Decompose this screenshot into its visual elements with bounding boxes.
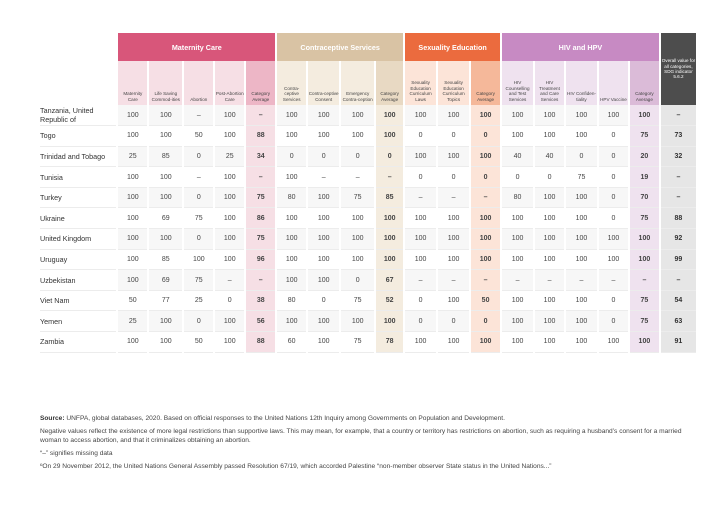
subheader-maternity-average: Category Average [245,61,276,105]
value-cell: 100 [276,105,307,126]
value-cell: 85 [148,146,183,167]
category-average-cell: 34 [245,146,276,167]
value-cell: 0 [183,229,214,250]
category-average-cell: – [629,270,660,291]
value-cell: 100 [276,208,307,229]
subheader-post-abortion-care: Post-Abortion Care [214,61,245,105]
category-average-cell: 100 [375,229,404,250]
value-cell: 100 [214,332,245,353]
value-cell: 0 [598,290,629,311]
value-cell: – [404,187,437,208]
value-cell: – [437,187,470,208]
value-cell: 85 [148,249,183,270]
value-cell: 0 [307,146,340,167]
value-cell: 100 [404,332,437,353]
value-cell: 0 [501,167,534,188]
value-cell: 100 [148,187,183,208]
table-row [40,249,696,270]
value-cell: – [404,270,437,291]
subheader-hiv-counselling: HIV Counselling and Test Services [501,61,534,105]
contraceptive-services-header: Contraceptive Services [276,33,404,61]
value-cell: 100 [565,229,598,250]
value-cell: 50 [183,126,214,147]
value-cell: 0 [598,208,629,229]
value-cell: 0 [598,167,629,188]
value-cell: – [183,167,214,188]
value-cell: 0 [598,146,629,167]
value-cell: 80 [501,187,534,208]
value-cell: 0 [340,146,375,167]
value-cell: 100 [565,126,598,147]
value-cell: 100 [598,105,629,126]
value-cell: 100 [117,126,148,147]
value-cell: 0 [404,311,437,332]
category-average-cell: 38 [245,290,276,311]
value-cell: 100 [501,229,534,250]
value-cell: 25 [117,311,148,332]
subheader-hiv-treatment: HIV Treatment and Care Services [534,61,565,105]
value-cell: 100 [340,229,375,250]
country-name: Turkey [40,187,117,208]
overall-value-cell: – [660,105,696,126]
value-cell: 25 [117,146,148,167]
table-row [40,229,696,250]
value-cell: 100 [148,126,183,147]
table-row [40,332,696,353]
value-cell: 100 [214,208,245,229]
value-cell: 69 [148,270,183,291]
value-cell: 25 [214,146,245,167]
overall-value-cell: 73 [660,126,696,147]
subheader-curriculum-laws: Sexuality Education Curriculum Laws [404,61,437,105]
value-cell: 100 [534,126,565,147]
overall-value-cell: 54 [660,290,696,311]
value-cell: 100 [565,311,598,332]
value-cell: 0 [565,146,598,167]
country-name: United Kingdom [40,229,117,250]
category-average-cell: 100 [375,208,404,229]
country-name: Uruguay [40,249,117,270]
value-cell: 100 [404,105,437,126]
value-cell: 100 [340,311,375,332]
value-cell: 100 [214,105,245,126]
value-cell: 100 [534,290,565,311]
category-average-cell: 75 [629,126,660,147]
category-average-cell: 100 [629,105,660,126]
value-cell: 100 [501,290,534,311]
value-cell: 100 [276,126,307,147]
value-cell: 100 [307,270,340,291]
category-average-cell: 78 [375,332,404,353]
value-cell: – [183,105,214,126]
country-name: Viet Nam [40,290,117,311]
table-row [40,105,696,126]
sdg-indicator-table [40,33,696,353]
value-cell: 100 [276,311,307,332]
value-cell: 80 [276,290,307,311]
value-cell: 100 [148,167,183,188]
subheader-hiv-confidentiality: HIV Confiden-tiality [565,61,598,105]
value-cell: 100 [340,249,375,270]
value-cell: 0 [404,290,437,311]
category-average-cell: 20 [629,146,660,167]
table-row [40,270,696,291]
value-cell: 100 [565,249,598,270]
table-body [40,105,696,352]
value-cell: 75 [183,270,214,291]
value-cell: 0 [404,126,437,147]
value-cell: 100 [501,208,534,229]
value-cell: – [598,270,629,291]
value-cell: 100 [307,332,340,353]
value-cell: 0 [437,167,470,188]
value-cell: – [214,270,245,291]
value-cell: 100 [565,187,598,208]
category-average-cell: 100 [375,249,404,270]
value-cell: 100 [534,311,565,332]
value-cell: 100 [565,105,598,126]
overall-value-cell: 92 [660,229,696,250]
subheader-sexuality-average: Category Average [470,61,501,105]
table-row [40,167,696,188]
country-name: Yemen [40,311,117,332]
value-cell: 100 [437,208,470,229]
subheader-row [40,61,696,105]
category-average-cell: – [375,167,404,188]
value-cell: 100 [117,167,148,188]
category-average-cell: 100 [375,311,404,332]
value-cell: 100 [340,126,375,147]
country-name: Tanzania, United Republic of [40,105,117,126]
source-note [40,414,700,423]
value-cell: 100 [534,229,565,250]
source-text: UNFPA, global databases, 2020. Based on official responses to the United Nations 12th Inquiry among Governments on Population and Development. [66,415,505,422]
value-cell: 0 [598,311,629,332]
value-cell: 100 [598,249,629,270]
table-row [40,208,696,229]
category-average-cell: 100 [375,105,404,126]
category-average-cell: 56 [245,311,276,332]
value-cell: – [565,270,598,291]
value-cell: – [307,167,340,188]
value-cell: 100 [307,105,340,126]
category-average-cell: 70 [629,187,660,208]
value-cell: 75 [340,187,375,208]
country-name: Ukraine [40,208,117,229]
subheader-life-saving-commodities: Life Saving Commod-ities [148,61,183,105]
value-cell: 75 [340,332,375,353]
maternity-care-header: Maternity Care [117,33,276,61]
value-cell: 100 [404,146,437,167]
value-cell: 100 [598,229,629,250]
value-cell: 100 [501,311,534,332]
overall-value-cell: – [660,167,696,188]
value-cell: 100 [404,229,437,250]
value-cell: 100 [148,229,183,250]
value-cell: 100 [214,249,245,270]
value-cell: 100 [117,105,148,126]
header-spacer [40,61,117,105]
category-average-cell: 100 [470,208,501,229]
value-cell: 0 [183,146,214,167]
value-cell: 100 [276,270,307,291]
country-name: Uzbekistan [40,270,117,291]
category-average-cell: 100 [629,332,660,353]
sexuality-education-header: Sexuality Education [404,33,501,61]
value-cell: 75 [565,167,598,188]
value-cell: 50 [183,332,214,353]
overall-value-cell: 32 [660,146,696,167]
subheader-contraceptive-average: Category Average [375,61,404,105]
subheader-hpv-vaccine: HPV Vaccine [598,61,629,105]
category-average-cell: 75 [245,229,276,250]
value-cell: 100 [117,249,148,270]
value-cell: – [534,270,565,291]
category-average-cell: 96 [245,249,276,270]
category-average-cell: 19 [629,167,660,188]
value-cell: 60 [276,332,307,353]
value-cell: – [437,270,470,291]
hiv-hpv-header: HIV and HPV [501,33,660,61]
overall-value-cell: – [660,270,696,291]
value-cell: 40 [534,146,565,167]
category-average-cell: 100 [470,229,501,250]
country-name: Trinidad and Tobago [40,146,117,167]
value-cell: 100 [501,332,534,353]
overall-value-header: Overall value for all categories, SDG indicator 5.6.2 [660,33,696,105]
overall-value-cell: 63 [660,311,696,332]
value-cell: 100 [340,208,375,229]
overall-value-cell: 99 [660,249,696,270]
value-cell: – [501,270,534,291]
value-cell: 100 [565,208,598,229]
value-cell: 100 [534,208,565,229]
value-cell: 100 [307,249,340,270]
table-row [40,126,696,147]
category-average-cell: 52 [375,290,404,311]
category-average-cell: 86 [245,208,276,229]
value-cell: 0 [598,126,629,147]
category-average-cell: – [245,105,276,126]
value-cell: 0 [183,311,214,332]
value-cell: 100 [437,146,470,167]
category-average-cell: – [245,167,276,188]
value-cell: 100 [437,229,470,250]
value-cell: 100 [437,290,470,311]
value-cell: 100 [307,311,340,332]
source-label: Source: [40,415,65,422]
category-average-cell: 100 [629,229,660,250]
group-header-row [40,33,696,61]
value-cell: 0 [598,187,629,208]
subheader-maternity-care: Maternity Care [117,61,148,105]
category-average-cell: 100 [470,332,501,353]
subheader-contraceptive-services: Contra-ceptive Services [276,61,307,105]
table-row [40,146,696,167]
subheader-curriculum-topics: Sexuality Education Curriculum Topics [437,61,470,105]
category-average-cell: 100 [375,126,404,147]
value-cell: 100 [404,249,437,270]
value-cell: 100 [148,332,183,353]
value-cell: 100 [307,126,340,147]
value-cell: 80 [276,187,307,208]
value-cell: 100 [307,229,340,250]
value-cell: 100 [276,229,307,250]
value-cell: 100 [307,187,340,208]
value-cell: 0 [276,146,307,167]
category-average-cell: 100 [470,105,501,126]
category-average-cell: 50 [470,290,501,311]
value-cell: 100 [340,105,375,126]
category-average-cell: 67 [375,270,404,291]
value-cell: 100 [214,311,245,332]
table-row [40,311,696,332]
value-cell: 100 [214,126,245,147]
value-cell: 100 [148,311,183,332]
value-cell: 100 [565,290,598,311]
value-cell: 100 [148,105,183,126]
palestine-footnote: ºOn 29 November 2012, the United Nations General Assembly passed Resolution 67/19, which accorded Palestine “non-member observer State status in the United Nations...” [40,463,552,471]
value-cell: 75 [340,290,375,311]
subheader-emergency-contraception: Emergency Contra-ception [340,61,375,105]
value-cell: 0 [307,290,340,311]
negative-values-note: Negative values reflect the existence of more legal restrictions than supportive laws. This may mean, for example, that a country or territory has restrictions on abortion, such as requiring a husband’s consent for a married woman to access abortion, and that it criminalizes obtaining an abortion. [40,428,682,445]
overall-value-cell: – [660,187,696,208]
value-cell: 50 [117,290,148,311]
category-average-cell: 75 [629,208,660,229]
value-cell: 0 [404,167,437,188]
missing-data-note: “–” signifies missing data [40,450,113,458]
value-cell: 100 [437,249,470,270]
value-cell: 100 [117,270,148,291]
value-cell: 100 [534,332,565,353]
value-cell: 100 [117,229,148,250]
category-average-cell: 100 [629,249,660,270]
value-cell: 100 [437,105,470,126]
header-spacer [40,33,117,61]
value-cell: 100 [534,187,565,208]
value-cell: 100 [404,208,437,229]
category-average-cell: 0 [470,167,501,188]
category-average-cell: 75 [629,290,660,311]
value-cell: 100 [117,187,148,208]
category-average-cell: 85 [375,187,404,208]
value-cell: 100 [501,126,534,147]
value-cell: 40 [501,146,534,167]
subheader-abortion: Abortion [183,61,214,105]
value-cell: 100 [214,187,245,208]
value-cell: 100 [183,249,214,270]
country-name: Zambia [40,332,117,353]
value-cell: 100 [534,105,565,126]
category-average-cell: 0 [375,146,404,167]
value-cell: 100 [276,167,307,188]
value-cell: 100 [307,208,340,229]
value-cell: 100 [437,332,470,353]
value-cell: 100 [534,249,565,270]
category-average-cell: 75 [629,311,660,332]
country-name: Togo [40,126,117,147]
category-average-cell: – [245,270,276,291]
value-cell: 100 [214,167,245,188]
value-cell: – [340,167,375,188]
value-cell: 100 [276,249,307,270]
value-cell: 25 [183,290,214,311]
country-name: Tunisia [40,167,117,188]
value-cell: 100 [117,208,148,229]
value-cell: 0 [183,187,214,208]
category-average-cell: 75 [245,187,276,208]
category-average-cell: 100 [470,146,501,167]
subheader-hiv-average: Category Average [629,61,660,105]
overall-value-cell: 88 [660,208,696,229]
value-cell: 0 [340,270,375,291]
value-cell: 100 [565,332,598,353]
category-average-cell: 88 [245,126,276,147]
value-cell: 100 [117,332,148,353]
value-cell: 0 [214,290,245,311]
value-cell: 0 [437,311,470,332]
value-cell: 100 [501,249,534,270]
category-average-cell: 100 [470,249,501,270]
category-average-cell: – [470,187,501,208]
value-cell: 100 [598,332,629,353]
value-cell: 0 [534,167,565,188]
category-average-cell: 88 [245,332,276,353]
category-average-cell: 0 [470,126,501,147]
value-cell: 100 [214,229,245,250]
value-cell: 69 [148,208,183,229]
table-row [40,290,696,311]
table-row [40,187,696,208]
category-average-cell: 0 [470,311,501,332]
category-average-cell: – [470,270,501,291]
value-cell: 100 [501,105,534,126]
value-cell: 75 [183,208,214,229]
subheader-contraceptive-consent: Contra-ceptive Consent [307,61,340,105]
value-cell: 77 [148,290,183,311]
value-cell: 0 [437,126,470,147]
table-notes [40,414,700,475]
overall-value-cell: 91 [660,332,696,353]
